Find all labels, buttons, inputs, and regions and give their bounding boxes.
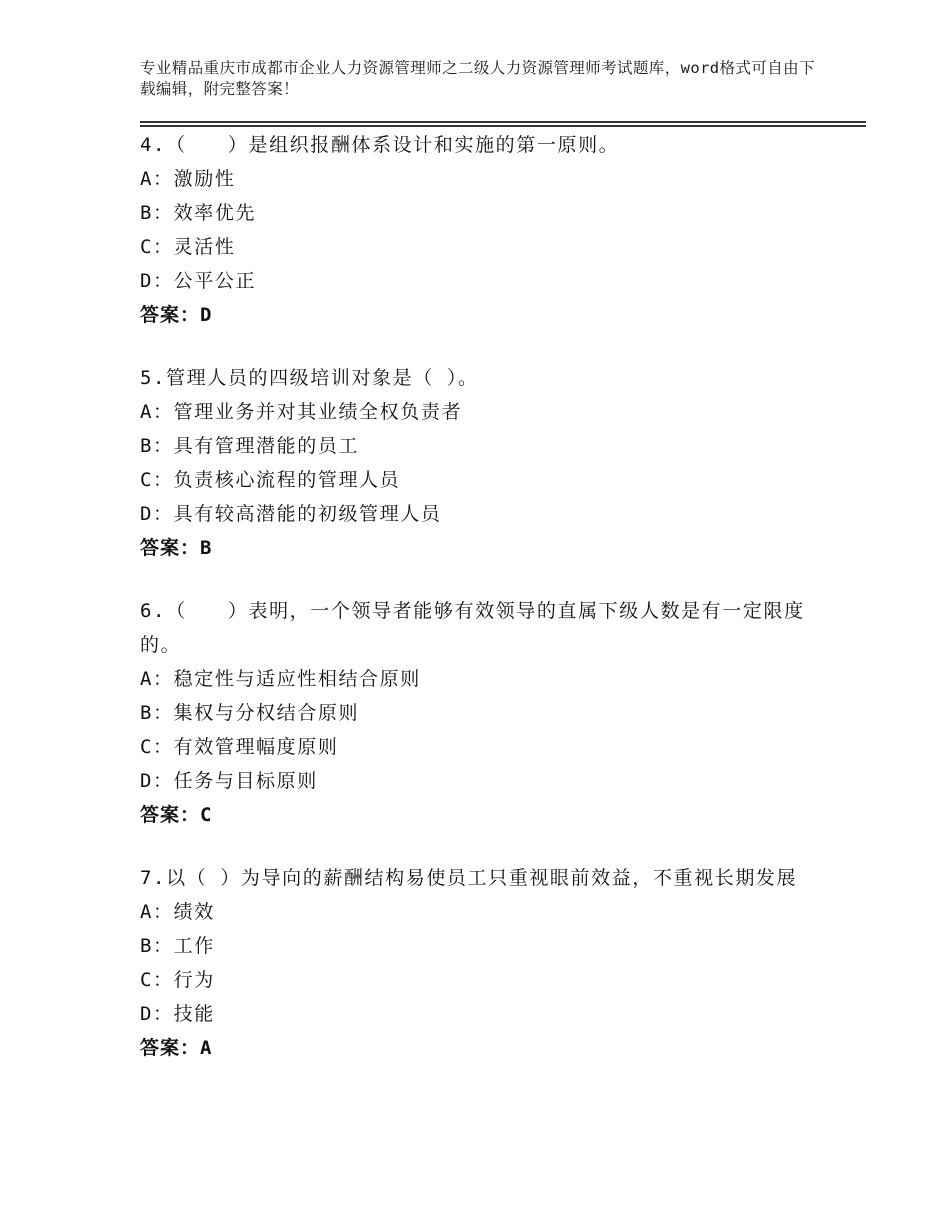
- question-item: [140, 594, 830, 832]
- option-b: B：工作: [140, 935, 215, 957]
- option-c: C：灵活性: [140, 236, 236, 258]
- option-d: D：任务与目标原则: [140, 770, 318, 792]
- question-stem: 7.以（ ）为导向的薪酬结构易使员工只重视眼前效益，不重视长期发展: [140, 867, 798, 889]
- header-divider-bottom: [140, 125, 866, 127]
- option-a: A：管理业务并对其业绩全权负责者: [140, 401, 463, 423]
- option-a: A：稳定性与适应性相结合原则: [140, 668, 421, 690]
- question-stem: 4.（ ）是组织报酬体系设计和实施的第一原则。: [140, 134, 620, 156]
- answer-label: 答案：C: [140, 804, 213, 826]
- question-item: [140, 361, 830, 565]
- option-d: D：技能: [140, 1003, 215, 1025]
- document-header: 专业精品重庆市成都市企业人力资源管理师之二级人力资源管理师考试题库，word格式可自由下载编辑，附完整答案！: [140, 59, 815, 98]
- option-d: D：公平公正: [140, 270, 257, 292]
- option-d: D：具有较高潜能的初级管理人员: [140, 503, 442, 525]
- option-c: C：有效管理幅度原则: [140, 736, 339, 758]
- question-item: [140, 128, 830, 332]
- question-item: [140, 861, 830, 1065]
- header-divider-top: [140, 121, 866, 123]
- option-b: B：具有管理潜能的员工: [140, 435, 360, 457]
- answer-label: 答案：D: [140, 304, 213, 326]
- question-list: [140, 128, 830, 1094]
- option-c: C：负责核心流程的管理人员: [140, 469, 401, 491]
- answer-label: 答案：A: [140, 1037, 213, 1059]
- option-b: B：效率优先: [140, 202, 257, 224]
- option-c: C：行为: [140, 969, 215, 991]
- question-stem: 6.（ ）表明，一个领导者能够有效领导的直属下级人数是有一定限度的。: [140, 600, 805, 656]
- answer-label: 答案：B: [140, 537, 213, 559]
- option-a: A：绩效: [140, 901, 215, 923]
- question-stem: 5.管理人员的四级培训对象是（ ）。: [140, 367, 479, 389]
- option-a: A：激励性: [140, 168, 236, 190]
- option-b: B：集权与分权结合原则: [140, 702, 360, 724]
